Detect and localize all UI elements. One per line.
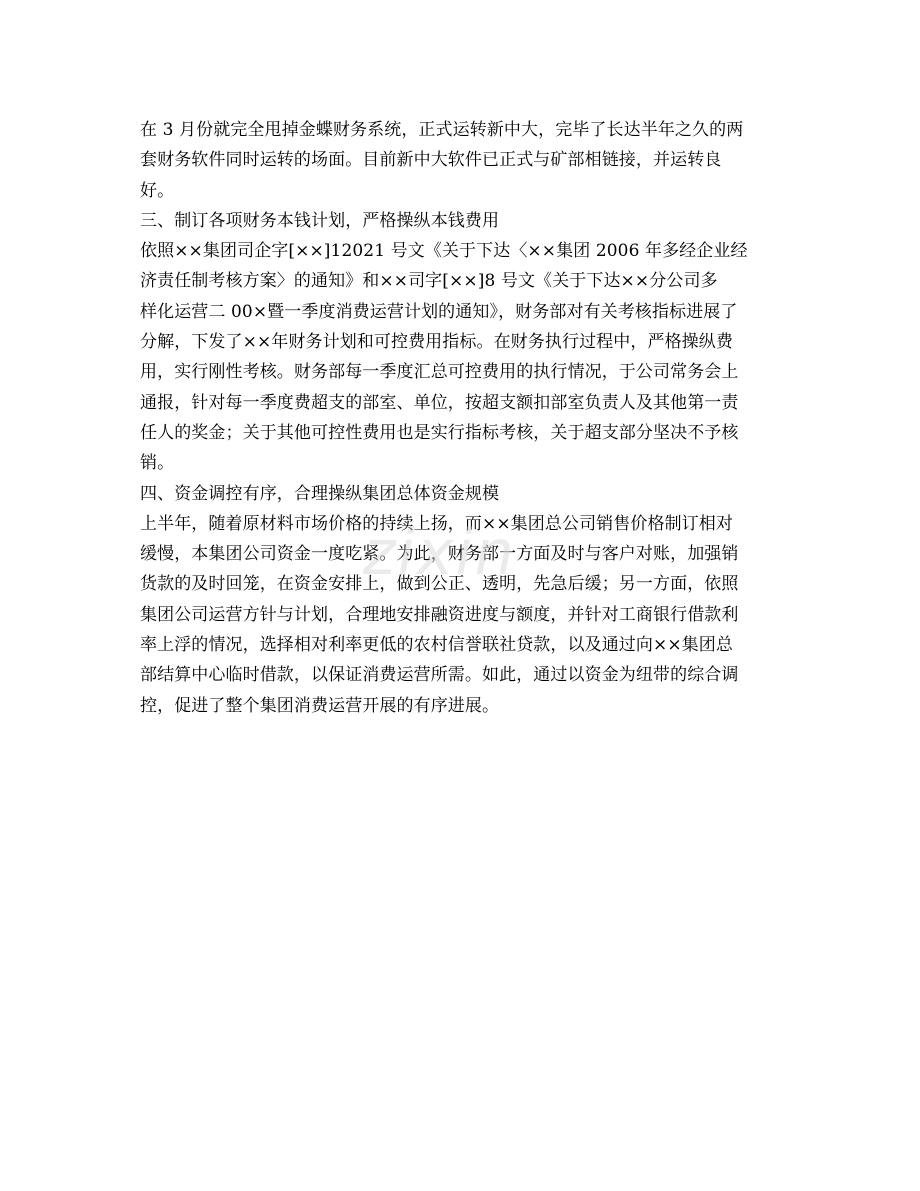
text-line: 上半年，随着原材料市场价格的持续上扬，而××集团总公司销售价格制订相对	[140, 513, 733, 534]
section-heading-4: 四、资金调控有序，合理操纵集团总体资金规模	[140, 483, 500, 504]
text-line: 率上浮的情况，选择相对利率更低的农村信誉联社贷款，以及通过向××集团总	[140, 635, 733, 656]
text-line: 通报，针对每一季度费超支的部室、单位，按超支额扣部室负责人及其他第一责	[140, 392, 739, 413]
text-line: 依照××集团司企字[××]12021 号文《关于下达〈××集团 2006 年多经企业经	[140, 241, 748, 262]
text-line: 集团公司运营方针与计划，合理地安排融资进度与额度，并针对工商银行借款利	[140, 604, 739, 625]
text-line: 销。	[140, 453, 175, 474]
text-line: 部结算中心临时借款，以保证消费运营所需。如此，通过以资金为纽带的综合调	[140, 665, 739, 686]
text-line: 任人的奖金；关于其他可控性费用也是实行指标考核，关于超支部分坚决不予核	[140, 422, 739, 443]
text-line: 货款的及时回笼，在资金安排上，做到公正、透明，先急后缓；另一方面，依照	[140, 574, 739, 595]
text-line: 用，实行刚性考核。财务部每一季度汇总可控费用的执行情况，于公司常务会上	[140, 362, 739, 383]
section-heading-3: 三、制订各项财务本钱计划，严格操纵本钱费用	[140, 210, 500, 231]
text-line: 套财务软件同时运转的场面。目前新中大软件已正式与矿部相链接，并运转良	[140, 150, 722, 171]
text-line: 分解，下发了××年财务计划和可控费用指标。在财务执行过程中，严格操纵费	[140, 332, 733, 353]
text-line: 好。	[140, 180, 175, 201]
text-line: 在 3 月份就完全甩掉金蝶财务系统，正式运转新中大，完毕了长达半年之久的两	[140, 120, 744, 140]
text-line: 缓慢，本集团公司资金一度吃紧。为此，财务部一方面及时与客户对账，加强销	[140, 544, 739, 565]
text-line: 样化运营二 00×暨一季度消费运营计划的通知》，财务部对有关考核指标进展了	[140, 301, 738, 322]
text-line: 控，促进了整个集团消费运营开展的有序进展。	[140, 695, 500, 716]
text-line: 济责任制考核方案〉的通知》和××司字[××]8 号文《关于下达××分公司多	[140, 271, 718, 292]
watermark: zixin	[363, 516, 516, 589]
document-body	[140, 115, 780, 721]
